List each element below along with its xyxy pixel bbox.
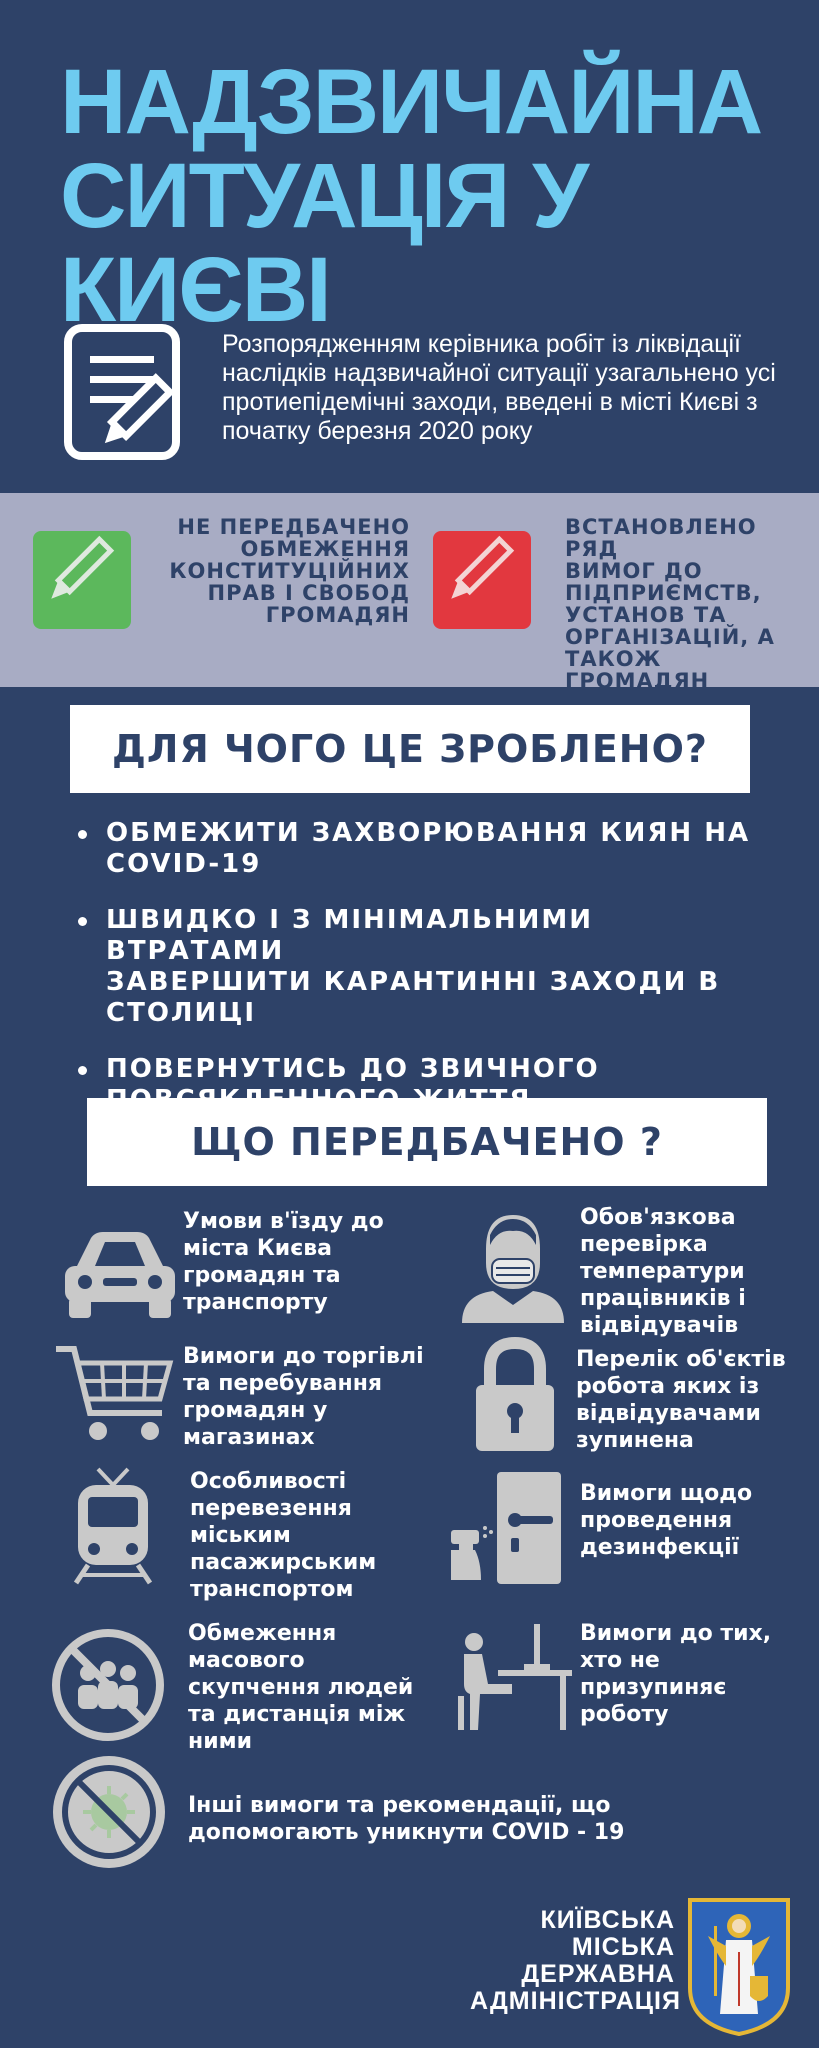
item-label [183, 1208, 433, 1316]
band-line: ПРАВ І СВОБОД [207, 581, 410, 605]
item-line: міста Києва [183, 1236, 333, 1261]
item-line: перевезення [190, 1496, 352, 1521]
document-pen-icon [62, 322, 202, 462]
why-heading: ДЛЯ ЧОГО ЦЕ ЗРОБЛЕНО? [70, 705, 750, 793]
item-line: ними [188, 1729, 253, 1754]
bullet-line: ШВИДКО І З МІНІМАЛЬНИМИ ВТРАТАМИ [106, 905, 594, 966]
item-line: температури [580, 1259, 745, 1284]
item-line: працівників і [580, 1286, 746, 1311]
item-line: хто не [580, 1648, 660, 1673]
band-line: ПІДПРИЄМСТВ, [565, 581, 762, 605]
item-line: Обов'язкова [580, 1205, 736, 1230]
title-line: СИТУАЦІЯ У [60, 145, 588, 247]
item-line: та перебування [183, 1371, 383, 1396]
item-line: Вимоги до тих, [580, 1621, 772, 1646]
pencil-icon [433, 531, 531, 629]
disinfection-door-icon [445, 1470, 575, 1590]
item-line: транспорту [183, 1290, 328, 1315]
band-line: ОБМЕЖЕННЯ [240, 537, 410, 561]
item-line: пасажирським [190, 1550, 377, 1575]
item-line: призупиняє [580, 1675, 727, 1700]
requirements-text [565, 516, 815, 692]
item-label [580, 1620, 805, 1728]
footer-line: МІСЬКА [571, 1933, 675, 1961]
footer-organization [470, 1906, 681, 2015]
band-line: НЕ ПЕРЕДБАЧЕНО [177, 515, 410, 539]
item-label [188, 1620, 448, 1755]
what-heading: ЩО ПЕРЕДБАЧЕНО ? [87, 1098, 767, 1186]
item-line: та дистанція між [188, 1702, 406, 1727]
band-line: ГРОМАДЯН [565, 669, 710, 693]
item-line: Умови в'їзду до [183, 1209, 384, 1234]
band-line: ВИМОГ ДО [565, 559, 703, 583]
item-line: міським [190, 1523, 291, 1548]
item-line: Вимоги до торгівлі [183, 1344, 424, 1369]
item-label [190, 1468, 440, 1603]
office-worker-icon [448, 1620, 578, 1740]
band-line: ТАКОЖ [565, 647, 662, 671]
item-line: громадян у [183, 1398, 328, 1423]
list-item [78, 905, 778, 1029]
bullet-line: ЗАВЕРШИТИ КАРАНТИННІ ЗАХОДИ В [106, 967, 721, 997]
band-line: ВСТАНОВЛЕНО РЯД [565, 515, 757, 561]
item-line: Особливості [190, 1469, 347, 1494]
item-line: Інші вимоги та рекомендації, що [188, 1793, 611, 1818]
item-line: перевірка [580, 1232, 708, 1257]
item-line: робота яких із [576, 1374, 760, 1399]
car-icon [55, 1210, 185, 1330]
bullet-line: ОБМЕЖИТИ ЗАХВОРЮВАННЯ КИЯН НА [106, 818, 751, 848]
bullet-line: ПОВЕРНУТИСЬ ДО ЗВИЧНОГО [106, 1054, 600, 1084]
footer-line: КИЇВСЬКА [540, 1906, 675, 1934]
band-line: КОНСТИТУЦІЙНИХ [169, 559, 410, 583]
bullet-line: СТОЛИЦІ [106, 998, 257, 1028]
green-pencil-badge [33, 531, 131, 629]
tram-icon [48, 1465, 178, 1585]
list-item [78, 818, 778, 880]
item-label [188, 1792, 668, 1846]
item-line: масового [188, 1648, 305, 1673]
shopping-cart-icon [50, 1335, 180, 1455]
item-line: роботу [580, 1702, 669, 1727]
item-label [576, 1346, 811, 1454]
item-line: дезинфекції [580, 1535, 740, 1560]
item-line: зупинена [576, 1428, 694, 1453]
item-line: Вимоги щодо [580, 1481, 753, 1506]
item-line: скупчення людей [188, 1675, 414, 1700]
item-line: громадян та [183, 1263, 341, 1288]
footer-line: ДЕРЖАВНА [521, 1960, 675, 1988]
item-line: магазинах [183, 1425, 315, 1450]
padlock-icon [450, 1335, 580, 1455]
item-line: відвідувачами [576, 1401, 761, 1426]
kyiv-coat-of-arms-icon [686, 1896, 792, 2036]
band-line: УСТАНОВ ТА [565, 603, 727, 627]
item-line: Обмеження [188, 1621, 337, 1646]
bullet-line: COVID-19 [106, 849, 262, 879]
title-line: КИЄВІ [60, 239, 330, 341]
item-line: проведення [580, 1508, 733, 1533]
item-line: відвідувачів [580, 1313, 739, 1338]
item-line: допомогають уникнути COVID - 19 [188, 1820, 625, 1845]
band-line: ГРОМАДЯН [265, 603, 410, 627]
band-line: ОРГАНІЗАЦІЙ, А [565, 625, 775, 649]
item-line: Перелік об'єктів [576, 1347, 786, 1372]
pencil-icon [33, 531, 131, 629]
no-rights-restriction-text [140, 516, 410, 626]
no-virus-icon [45, 1750, 175, 1870]
intro-text: Розпорядженням керівника робіт із ліквідації наслідків надзвичайної ситуації узагальнено усі протиепідемічні заходи, введені в місті Києві з початку березня 2020 року [222, 330, 776, 445]
no-crowd-icon [48, 1625, 178, 1745]
footer-line: АДМІНІСТРАЦІЯ [470, 1987, 681, 2015]
masked-person-icon [448, 1205, 578, 1325]
title-line: НАДЗВИЧАЙНА [60, 51, 762, 153]
item-label [580, 1480, 800, 1561]
why-bullets [78, 818, 778, 1141]
item-line: транспортом [190, 1577, 354, 1602]
item-label [183, 1343, 453, 1451]
item-label [580, 1204, 810, 1339]
red-pencil-badge [433, 531, 531, 629]
page-title [60, 51, 800, 341]
